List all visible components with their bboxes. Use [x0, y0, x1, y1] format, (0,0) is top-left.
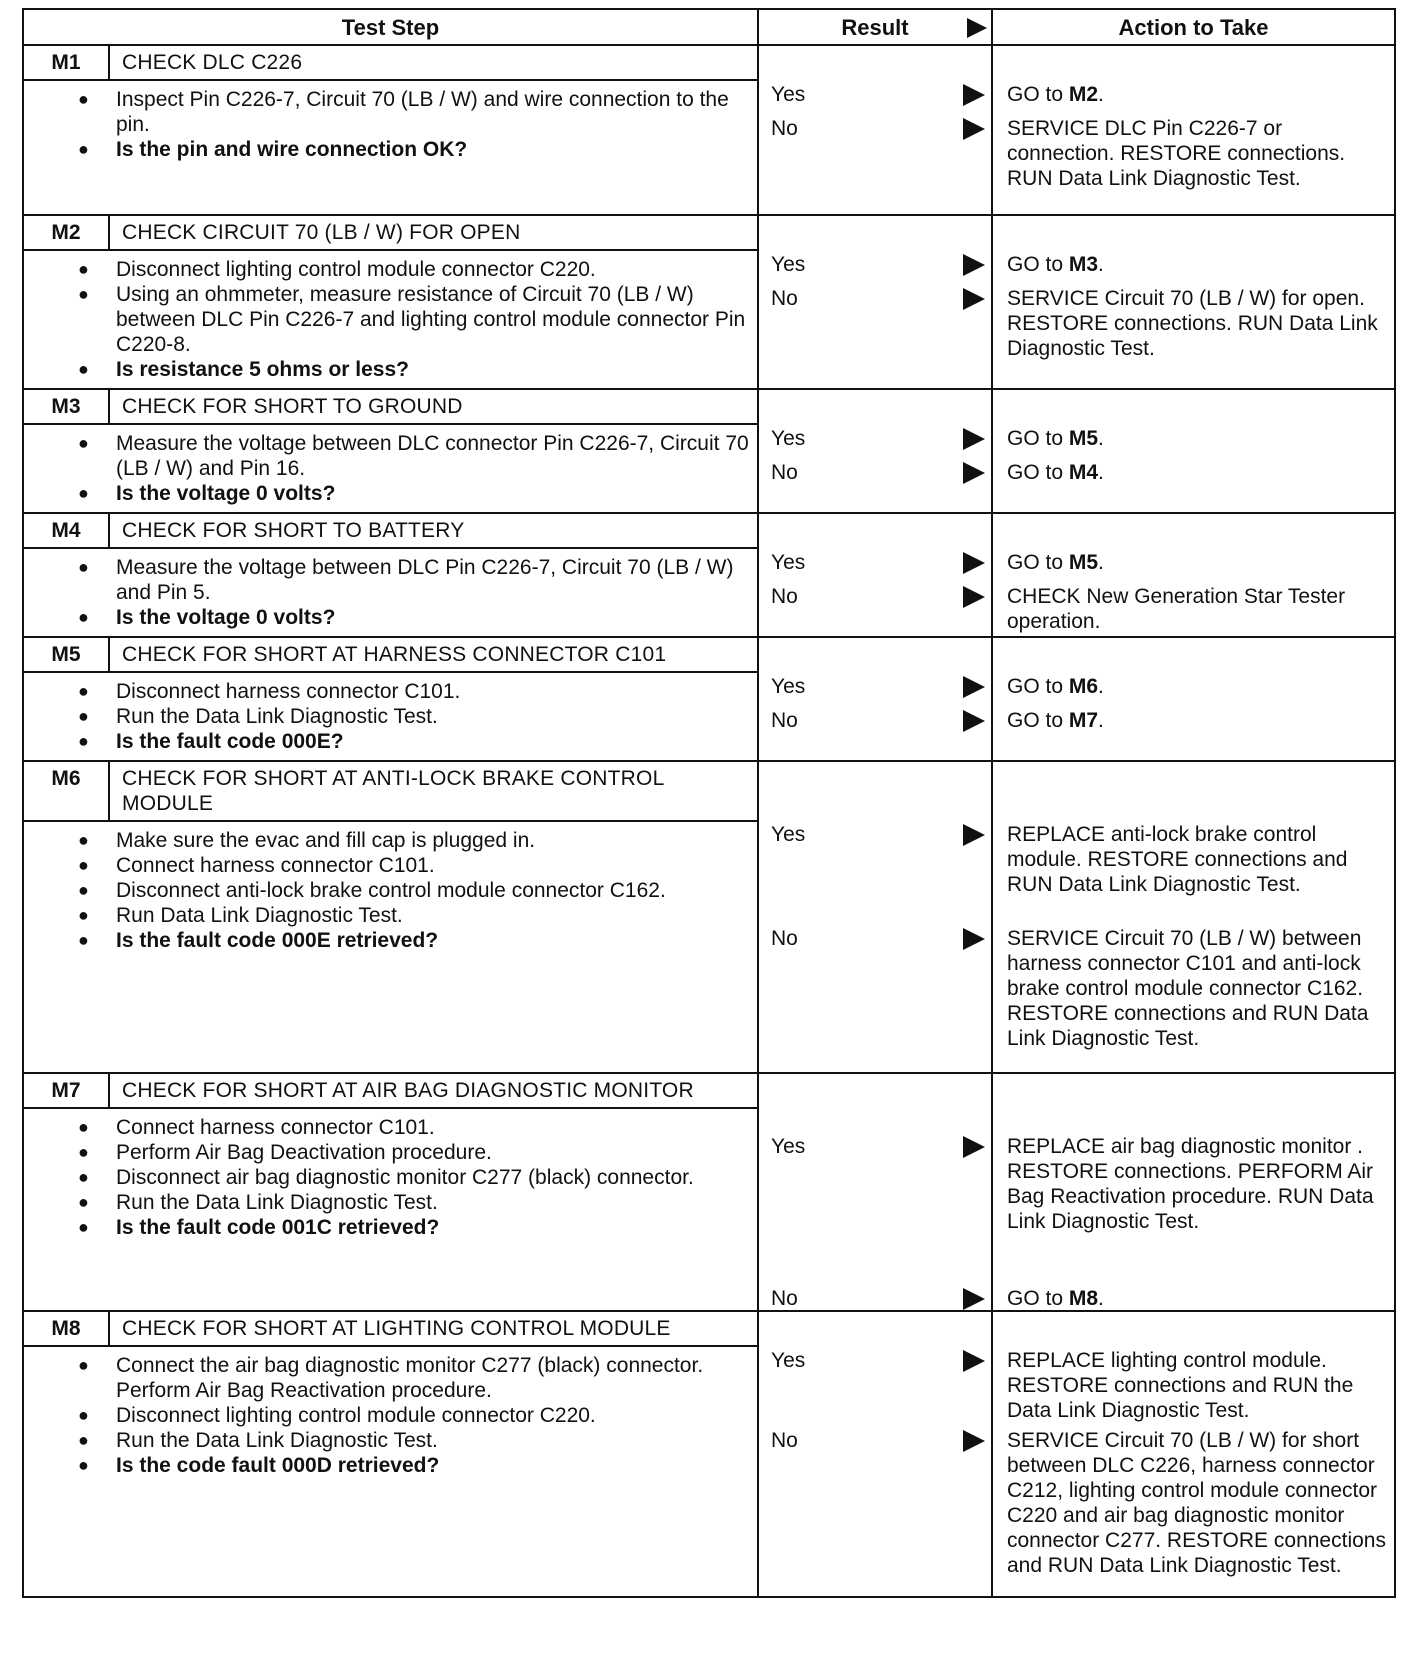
action-cell: [992, 761, 1395, 1073]
arrow-right-icon: [963, 428, 985, 450]
step-id: M3: [24, 390, 110, 423]
table-row: [23, 389, 1395, 513]
step-header: [24, 514, 757, 549]
test-step-cell: [23, 215, 758, 389]
header-result-label: Result: [841, 14, 909, 40]
result-line: [771, 460, 987, 488]
step-question: ● Is the voltage 0 volts?: [116, 605, 749, 630]
step-header: [24, 390, 757, 425]
arrow-right-icon: [963, 118, 985, 140]
step-question: ● Is the fault code 001C retrieved?: [116, 1215, 749, 1240]
step-instruction: ● Perform Air Bag Deactivation procedure.: [116, 1140, 749, 1165]
step-instruction: ● Run the Data Link Diagnostic Test.: [116, 704, 749, 729]
step-instruction: ● Disconnect air bag diagnostic monitor C277 (black) connector.: [116, 1165, 749, 1190]
result-line: [771, 1286, 987, 1314]
result-label: No: [771, 287, 798, 310]
step-question: ● Is the fault code 000E?: [116, 729, 749, 754]
step-question: ● Is the voltage 0 volts?: [116, 481, 749, 506]
table-row: [23, 1073, 1395, 1311]
result-label: No: [771, 927, 798, 950]
result-line: [771, 1134, 987, 1162]
step-question: ● Is the code fault 000D retrieved?: [116, 1453, 749, 1478]
action-text-main: GO to: [1007, 83, 1069, 106]
test-step-cell: [23, 45, 758, 215]
step-id: M5: [24, 638, 110, 671]
step-id: M6: [24, 762, 110, 820]
table-row: [23, 45, 1395, 215]
result-label: Yes: [771, 551, 806, 574]
action-text-main: GO to: [1007, 253, 1069, 276]
result-label: No: [771, 585, 798, 608]
step-bullet-list: [24, 1347, 757, 1484]
step-bullet-list: [24, 251, 757, 388]
arrow-right-icon: [963, 1288, 985, 1310]
result-label: Yes: [771, 1349, 806, 1372]
header-result: [758, 9, 992, 45]
arrow-right-icon: [963, 84, 985, 106]
result-line: [771, 252, 987, 280]
action-text-end: .: [1098, 461, 1104, 484]
step-instruction: ● Inspect Pin C226-7, Circuit 70 (LB / W) and wire connection to the pin.: [116, 87, 749, 137]
step-instruction: ● Measure the voltage between DLC connector Pin C226-7, Circuit 70 (LB / W) and Pin 16.: [116, 431, 749, 481]
step-instruction: ● Disconnect anti-lock brake control module connector C162.: [116, 878, 749, 903]
arrow-right-icon: [963, 928, 985, 950]
action-cell: [992, 637, 1395, 761]
step-instruction: ● Connect harness connector C101.: [116, 853, 749, 878]
step-id: M8: [24, 1312, 110, 1345]
action-step-reference: M6: [1068, 675, 1099, 698]
diagnostic-table-container: [22, 8, 1394, 1598]
action-text-main: REPLACE anti-lock brake control module. RESTORE connections and RUN Data Link Diagnostic Test.: [1007, 823, 1348, 896]
step-instruction: ● Disconnect lighting control module connector C220.: [116, 1403, 749, 1428]
step-id: M7: [24, 1074, 110, 1107]
result-label: No: [771, 1287, 798, 1310]
step-instruction: ● Using an ohmmeter, measure resistance of Circuit 70 (LB / W) between DLC Pin C226-7 and lighting control module connector Pin C220-8.: [116, 282, 749, 357]
action-text-end: .: [1098, 427, 1104, 450]
result-line: [771, 584, 987, 612]
step-instruction: ● Connect the air bag diagnostic monitor C277 (black) connector. Perform Air Bag Reactivation procedure.: [116, 1353, 749, 1403]
step-title: CHECK DLC C226: [122, 51, 303, 74]
header-test-step: Test Step: [23, 9, 758, 45]
step-header: [24, 1074, 757, 1109]
test-step-cell: [23, 1311, 758, 1597]
action-text: [1007, 286, 1388, 361]
action-cell: [992, 1073, 1395, 1311]
step-title: CHECK CIRCUIT 70 (LB / W) FOR OPEN: [122, 221, 521, 244]
action-step-reference: M2: [1068, 83, 1099, 106]
step-instruction: ● Run the Data Link Diagnostic Test.: [116, 1428, 749, 1453]
arrow-right-icon: [963, 288, 985, 310]
action-text-main: SERVICE Circuit 70 (LB / W) for short between DLC C226, harness connector C212, lighting control module connector C220 and air bag diagnostic monitor connector C277. RESTORE connections and RUN Data Link Diagnostic Test.: [1007, 1429, 1386, 1577]
result-label: Yes: [771, 675, 806, 698]
action-text: [1007, 674, 1388, 699]
action-text-main: SERVICE DLC Pin C226-7 or connection. RESTORE connections. RUN Data Link Diagnostic Test.: [1007, 117, 1346, 190]
action-text: [1007, 1134, 1388, 1234]
action-text: [1007, 822, 1388, 897]
result-line: [771, 926, 987, 954]
action-text: [1007, 1348, 1388, 1423]
action-text: [1007, 82, 1388, 107]
result-label: No: [771, 117, 798, 140]
step-title: CHECK FOR SHORT TO BATTERY: [122, 519, 465, 542]
action-cell: [992, 215, 1395, 389]
action-text: [1007, 426, 1388, 451]
action-step-reference: M3: [1068, 253, 1099, 276]
step-title: CHECK FOR SHORT AT HARNESS CONNECTOR C101: [122, 643, 667, 666]
result-cell: [758, 761, 992, 1073]
result-line: [771, 116, 987, 144]
action-text-main: SERVICE Circuit 70 (LB / W) for open. RESTORE connections. RUN Data Link Diagnostic Test.: [1007, 287, 1378, 360]
step-header: [24, 1312, 757, 1347]
step-bullet-list: [24, 81, 757, 168]
action-text-main: CHECK New Generation Star Tester operation.: [1007, 585, 1346, 633]
action-text-end: .: [1098, 551, 1104, 574]
action-cell: [992, 1311, 1395, 1597]
action-cell: [992, 45, 1395, 215]
result-line: [771, 822, 987, 850]
arrow-right-icon: [963, 1350, 985, 1372]
step-id: M1: [24, 46, 110, 79]
test-step-cell: [23, 513, 758, 637]
test-step-cell: [23, 761, 758, 1073]
result-line: [771, 674, 987, 702]
result-label: Yes: [771, 83, 806, 106]
action-text: [1007, 460, 1388, 485]
step-instruction: ● Measure the voltage between DLC Pin C226-7, Circuit 70 (LB / W) and Pin 5.: [116, 555, 749, 605]
action-text-main: GO to: [1007, 551, 1069, 574]
result-label: No: [771, 461, 798, 484]
result-label: Yes: [771, 427, 806, 450]
test-step-cell: [23, 389, 758, 513]
step-title: CHECK FOR SHORT AT AIR BAG DIAGNOSTIC MONITOR: [122, 1079, 694, 1102]
action-step-reference: M7: [1068, 709, 1099, 732]
arrow-right-icon: [963, 462, 985, 484]
arrow-right-icon: [963, 254, 985, 276]
result-label: No: [771, 1429, 798, 1452]
action-text: [1007, 708, 1388, 733]
step-title: CHECK FOR SHORT AT LIGHTING CONTROL MODULE: [122, 1317, 671, 1340]
result-label: No: [771, 709, 798, 732]
action-text-end: .: [1098, 709, 1104, 732]
action-text: [1007, 1286, 1388, 1311]
result-line: [771, 1348, 987, 1376]
step-question: ● Is the pin and wire connection OK?: [116, 137, 749, 162]
step-bullet-list: [24, 673, 757, 760]
step-bullet-list: [24, 1109, 757, 1246]
action-text-main: GO to: [1007, 709, 1069, 732]
arrow-right-icon: [963, 710, 985, 732]
result-line: [771, 82, 987, 110]
action-text: [1007, 252, 1388, 277]
result-cell: [758, 1073, 992, 1311]
table-row: [23, 513, 1395, 637]
table-row: [23, 761, 1395, 1073]
result-cell: [758, 637, 992, 761]
result-label: Yes: [771, 253, 806, 276]
arrow-right-icon: [963, 586, 985, 608]
test-step-cell: [23, 637, 758, 761]
arrow-right-icon: [963, 676, 985, 698]
diagnostic-table: [22, 8, 1396, 1598]
step-question: ● Is the fault code 000E retrieved?: [116, 928, 749, 953]
step-instruction: ● Run Data Link Diagnostic Test.: [116, 903, 749, 928]
action-cell: [992, 389, 1395, 513]
action-text: [1007, 550, 1388, 575]
step-header: [24, 762, 757, 822]
action-text-main: SERVICE Circuit 70 (LB / W) between harness connector C101 and anti-lock brake control module connector C162. RESTORE connections and RUN Data Link Diagnostic Test.: [1007, 927, 1369, 1050]
result-line: [771, 550, 987, 578]
step-id: M2: [24, 216, 110, 249]
result-line: [771, 426, 987, 454]
table-row: [23, 215, 1395, 389]
action-step-reference: M5: [1068, 551, 1099, 574]
action-text: [1007, 584, 1388, 634]
result-label: Yes: [771, 823, 806, 846]
step-instruction: ● Run the Data Link Diagnostic Test.: [116, 1190, 749, 1215]
action-step-reference: M8: [1068, 1287, 1099, 1310]
action-text-end: .: [1098, 1287, 1104, 1310]
action-step-reference: M4: [1068, 461, 1099, 484]
test-step-cell: [23, 1073, 758, 1311]
step-title: CHECK FOR SHORT TO GROUND: [122, 395, 463, 418]
step-question: ● Is resistance 5 ohms or less?: [116, 357, 749, 382]
arrow-right-icon: [963, 1136, 985, 1158]
action-text-main: REPLACE lighting control module. RESTORE connections and RUN the Data Link Diagnostic Test.: [1007, 1349, 1354, 1422]
table-row: [23, 1311, 1395, 1597]
arrow-right-icon: [967, 18, 987, 38]
step-header: [24, 638, 757, 673]
header-row: [23, 9, 1395, 45]
step-id: M4: [24, 514, 110, 547]
action-text: [1007, 1428, 1388, 1578]
action-text: [1007, 116, 1388, 191]
step-bullet-list: [24, 549, 757, 636]
step-instruction: ● Make sure the evac and fill cap is plugged in.: [116, 828, 749, 853]
arrow-right-icon: [963, 552, 985, 574]
action-text-main: GO to: [1007, 427, 1069, 450]
step-instruction: ● Connect harness connector C101.: [116, 1115, 749, 1140]
step-bullet-list: [24, 425, 757, 512]
step-header: [24, 216, 757, 251]
result-line: [771, 708, 987, 736]
result-cell: [758, 45, 992, 215]
arrow-right-icon: [963, 824, 985, 846]
result-cell: [758, 513, 992, 637]
result-line: [771, 1428, 987, 1456]
action-text-end: .: [1098, 675, 1104, 698]
action-text-end: .: [1098, 253, 1104, 276]
action-text: [1007, 926, 1388, 1051]
action-step-reference: M5: [1068, 427, 1099, 450]
step-title: CHECK FOR SHORT AT ANTI-LOCK BRAKE CONTROL MODULE: [122, 767, 664, 815]
result-cell: [758, 389, 992, 513]
step-bullet-list: [24, 822, 757, 959]
action-text-main: GO to: [1007, 1287, 1069, 1310]
step-instruction: ● Disconnect lighting control module connector C220.: [116, 257, 749, 282]
result-cell: [758, 1311, 992, 1597]
action-cell: [992, 513, 1395, 637]
action-text-main: GO to: [1007, 675, 1069, 698]
action-text-end: .: [1098, 83, 1104, 106]
step-instruction: ● Disconnect harness connector C101.: [116, 679, 749, 704]
header-action: Action to Take: [992, 9, 1395, 45]
table-body: [23, 45, 1395, 1597]
step-header: [24, 46, 757, 81]
table-row: [23, 637, 1395, 761]
action-text-main: GO to: [1007, 461, 1069, 484]
result-cell: [758, 215, 992, 389]
action-text-main: REPLACE air bag diagnostic monitor . RESTORE connections. PERFORM Air Bag Reactivation procedure. RUN Data Link Diagnostic Test.: [1007, 1135, 1374, 1233]
arrow-right-icon: [963, 1430, 985, 1452]
result-label: Yes: [771, 1135, 806, 1158]
result-line: [771, 286, 987, 314]
